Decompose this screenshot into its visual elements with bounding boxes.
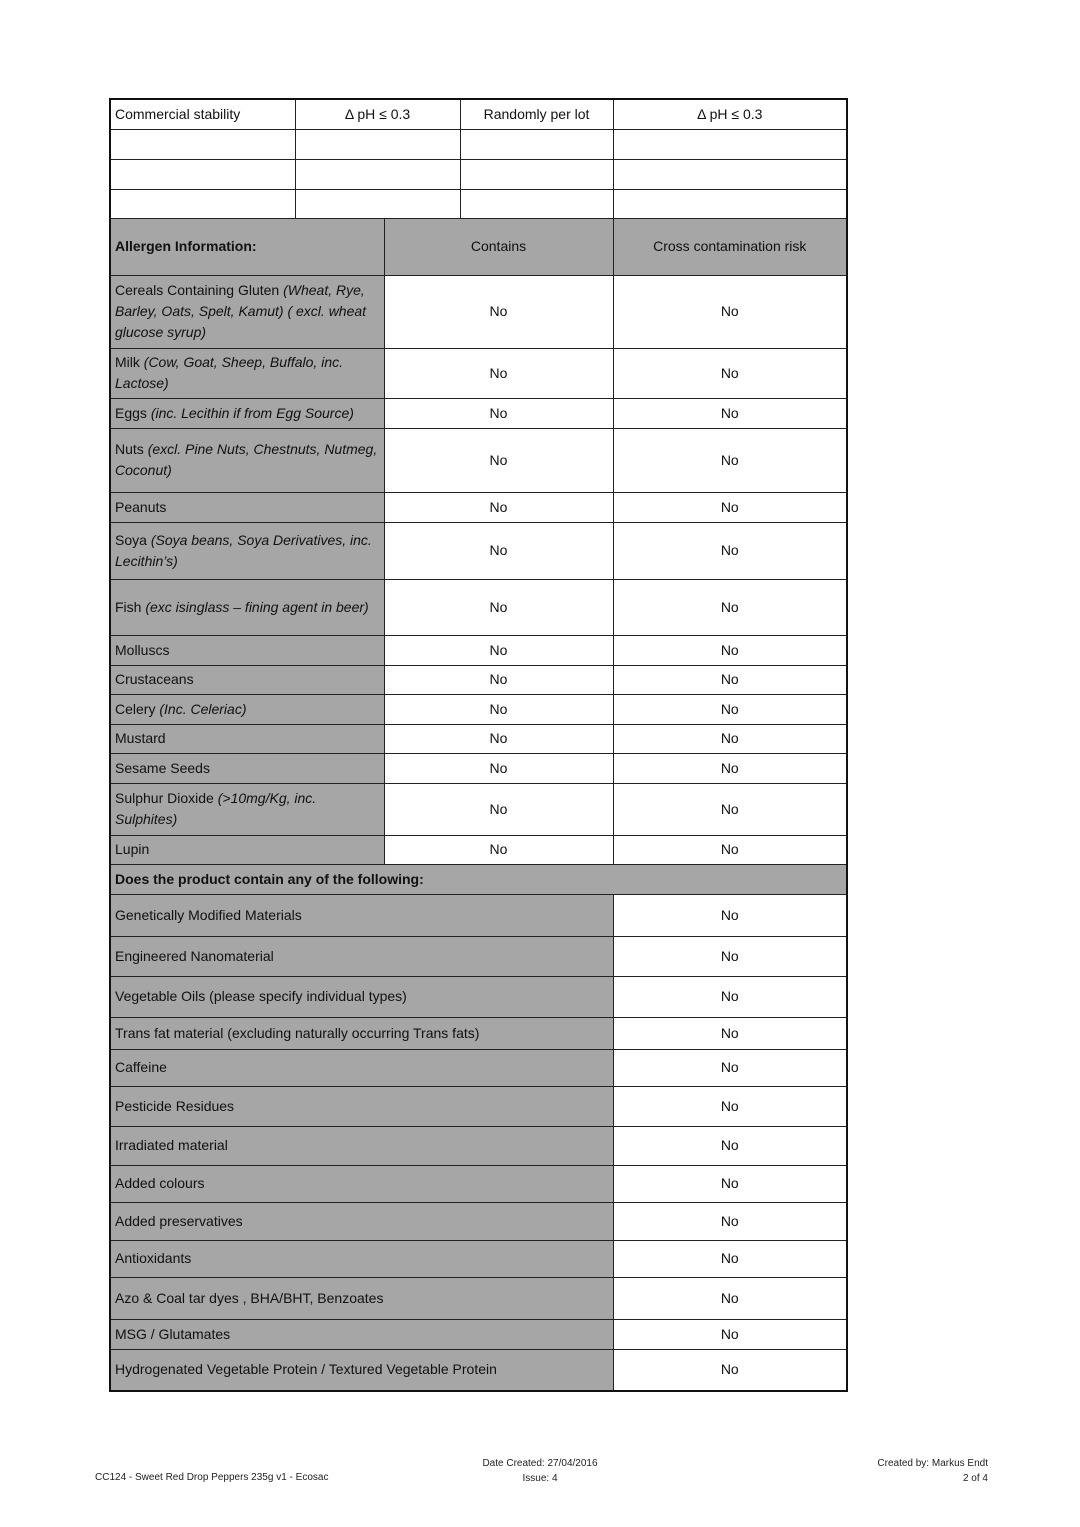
allergen-contains: No xyxy=(384,275,613,348)
allergen-row xyxy=(110,492,847,522)
allergen-cross: No xyxy=(613,428,847,492)
allergen-name: Milk (Cow, Goat, Sheep, Buffalo, inc. Lactose) xyxy=(110,348,384,398)
allergen-name: Celery (Inc. Celeriac) xyxy=(110,694,384,724)
contains-label: Genetically Modified Materials xyxy=(110,894,613,936)
allergen-contains: No xyxy=(384,753,613,783)
allergen-name: Crustaceans xyxy=(110,665,384,694)
contains-value: No xyxy=(613,1202,847,1240)
contains-label: Added preservatives xyxy=(110,1202,613,1240)
contains-value: No xyxy=(613,1240,847,1277)
allergen-contains: No xyxy=(384,579,613,635)
footer-document-name: CC124 - Sweet Red Drop Peppers 235g v1 - Ecosac xyxy=(95,1472,329,1483)
empty-row xyxy=(110,189,847,218)
allergen-row xyxy=(110,428,847,492)
allergen-name: Sulphur Dioxide (>10mg/Kg, inc. Sulphites) xyxy=(110,783,384,835)
contains-row xyxy=(110,1165,847,1202)
allergen-row xyxy=(110,753,847,783)
allergen-cross: No xyxy=(613,492,847,522)
contains-value: No xyxy=(613,936,847,976)
allergen-name: Eggs (inc. Lecithin if from Egg Source) xyxy=(110,398,384,428)
contains-label: Engineered Nanomaterial xyxy=(110,936,613,976)
allergen-cross: No xyxy=(613,783,847,835)
allergen-row xyxy=(110,348,847,398)
footer-date-created: Date Created: 27/04/2016 xyxy=(482,1458,598,1469)
allergen-name: Molluscs xyxy=(110,635,384,665)
empty-row xyxy=(110,159,847,189)
allergen-cross: No xyxy=(613,579,847,635)
spec-sheet xyxy=(109,98,846,1392)
allergen-contains: No xyxy=(384,665,613,694)
allergen-row xyxy=(110,579,847,635)
allergen-name: Nuts (excl. Pine Nuts, Chestnuts, Nutmeg, Coconut) xyxy=(110,428,384,492)
contains-value: No xyxy=(613,1349,847,1391)
allergen-row xyxy=(110,835,847,864)
footer-page-number: 2 of 4 xyxy=(962,1473,988,1484)
contains-label: Pesticide Residues xyxy=(110,1086,613,1126)
allergen-contains: No xyxy=(384,724,613,753)
footer-created-by: Created by: Markus Endt xyxy=(877,1458,988,1469)
allergen-cross: No xyxy=(613,724,847,753)
contains-label: Irradiated material xyxy=(110,1126,613,1165)
allergen-row xyxy=(110,522,847,579)
contains-label: Added colours xyxy=(110,1165,613,1202)
contains-value: No xyxy=(613,976,847,1017)
allergen-name: Mustard xyxy=(110,724,384,753)
allergen-row xyxy=(110,275,847,348)
allergen-header-contains: Contains xyxy=(384,218,613,275)
allergen-contains: No xyxy=(384,398,613,428)
contains-value: No xyxy=(613,1086,847,1126)
contains-label: Hydrogenated Vegetable Protein / Textured Vegetable Protein xyxy=(110,1349,613,1391)
allergen-cross: No xyxy=(613,835,847,864)
allergen-name: Soya (Soya beans, Soya Derivatives, inc. Lecithin’s) xyxy=(110,522,384,579)
contains-header-row xyxy=(110,864,847,894)
contains-value: No xyxy=(613,1277,847,1319)
contains-row xyxy=(110,1049,847,1086)
allergen-row xyxy=(110,635,847,665)
contains-row xyxy=(110,1126,847,1165)
footer-author xyxy=(780,1456,988,1486)
allergen-name: Lupin xyxy=(110,835,384,864)
contains-row xyxy=(110,894,847,936)
allergen-contains: No xyxy=(384,492,613,522)
allergen-cross: No xyxy=(613,522,847,579)
contains-row xyxy=(110,936,847,976)
allergen-row xyxy=(110,724,847,753)
footer-meta xyxy=(440,1456,640,1486)
contains-row xyxy=(110,1017,847,1049)
contains-value: No xyxy=(613,894,847,936)
contains-row xyxy=(110,976,847,1017)
allergen-cross: No xyxy=(613,398,847,428)
footer-issue: Issue: 4 xyxy=(522,1473,558,1484)
spec-table xyxy=(109,98,848,1392)
stability-spec: Δ pH ≤ 0.3 xyxy=(295,99,460,129)
contains-header: Does the product contain any of the following: xyxy=(110,864,847,894)
contains-label: MSG / Glutamates xyxy=(110,1319,613,1349)
allergen-row xyxy=(110,694,847,724)
contains-label: Vegetable Oils (please specify individual types) xyxy=(110,976,613,1017)
contains-value: No xyxy=(613,1049,847,1086)
allergen-name: Sesame Seeds xyxy=(110,753,384,783)
contains-value: No xyxy=(613,1165,847,1202)
allergen-contains: No xyxy=(384,783,613,835)
contains-row xyxy=(110,1202,847,1240)
allergen-cross: No xyxy=(613,665,847,694)
allergen-contains: No xyxy=(384,635,613,665)
allergen-row xyxy=(110,783,847,835)
contains-row xyxy=(110,1240,847,1277)
allergen-cross: No xyxy=(613,753,847,783)
contains-row xyxy=(110,1086,847,1126)
allergen-name: Fish (exc isinglass – fining agent in beer) xyxy=(110,579,384,635)
contains-row xyxy=(110,1277,847,1319)
empty-row xyxy=(110,129,847,159)
allergen-contains: No xyxy=(384,428,613,492)
stability-result: Δ pH ≤ 0.3 xyxy=(613,99,847,129)
allergen-name: Peanuts xyxy=(110,492,384,522)
allergen-name: Cereals Containing Gluten (Wheat, Rye, Barley, Oats, Spelt, Kamut) ( excl. wheat glucose syrup) xyxy=(110,275,384,348)
contains-row xyxy=(110,1349,847,1391)
allergen-cross: No xyxy=(613,348,847,398)
allergen-contains: No xyxy=(384,522,613,579)
contains-value: No xyxy=(613,1319,847,1349)
contains-value: No xyxy=(613,1126,847,1165)
contains-row xyxy=(110,1319,847,1349)
stability-row xyxy=(110,99,847,129)
allergen-header-row xyxy=(110,218,847,275)
allergen-cross: No xyxy=(613,635,847,665)
allergen-contains: No xyxy=(384,694,613,724)
contains-value: No xyxy=(613,1017,847,1049)
allergen-contains: No xyxy=(384,348,613,398)
contains-label: Antioxidants xyxy=(110,1240,613,1277)
allergen-header-title: Allergen Information: xyxy=(110,218,384,275)
allergen-contains: No xyxy=(384,835,613,864)
contains-label: Caffeine xyxy=(110,1049,613,1086)
allergen-row xyxy=(110,398,847,428)
allergen-cross: No xyxy=(613,275,847,348)
allergen-cross: No xyxy=(613,694,847,724)
contains-label: Azo & Coal tar dyes , BHA/BHT, Benzoates xyxy=(110,1277,613,1319)
allergen-header-cross: Cross contamination risk xyxy=(613,218,847,275)
allergen-row xyxy=(110,665,847,694)
stability-frequency: Randomly per lot xyxy=(460,99,613,129)
stability-label: Commercial stability xyxy=(110,99,295,129)
contains-label: Trans fat material (excluding naturally occurring Trans fats) xyxy=(110,1017,613,1049)
